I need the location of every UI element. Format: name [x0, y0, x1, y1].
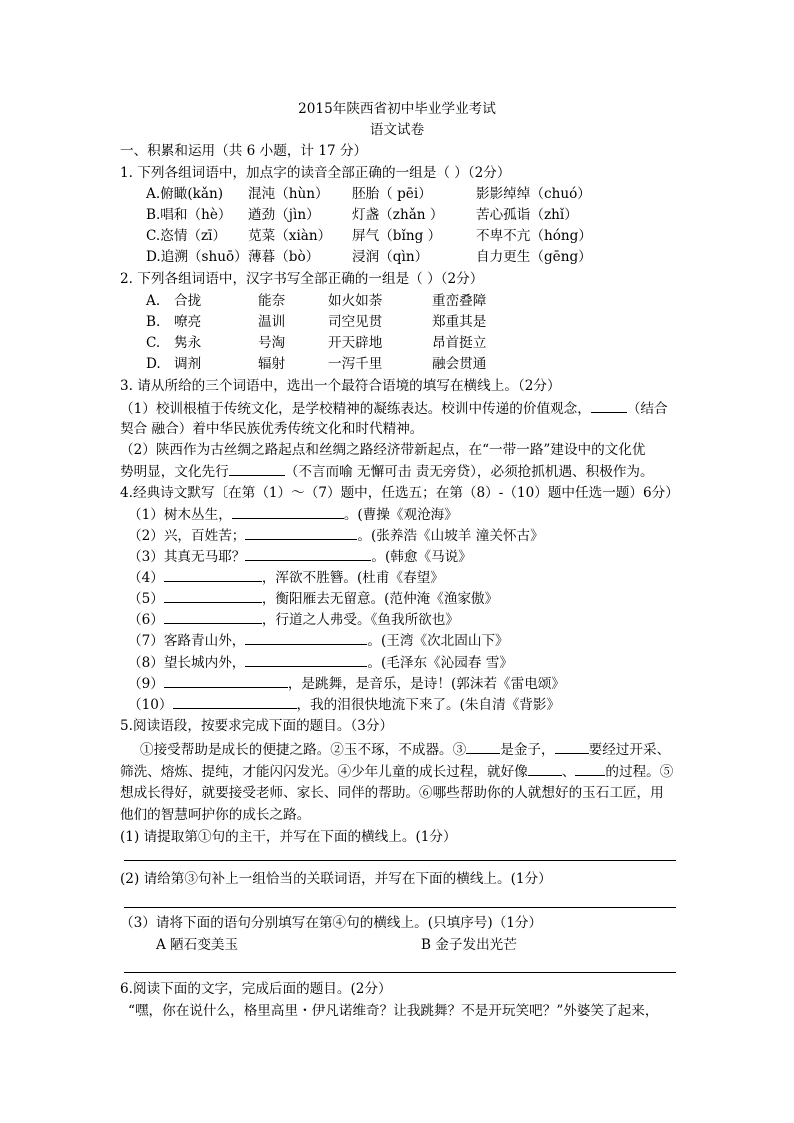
q2-cell: 号淘 [258, 335, 286, 351]
q5-text: 筛洗、熔炼、提纯，才能闪闪发光。④少年儿童的成长过程，就好像 [120, 764, 528, 780]
q2-cell: 开天辟地 [328, 335, 383, 351]
q4-prefix: （5） [128, 591, 164, 607]
q5-text: 、 [561, 764, 576, 780]
q4-suffix: ，行道之人弗受。《鱼我所欲也》 [261, 612, 459, 628]
q3-stem: 3. 请从所给的三个词语中，选出一个最符合语境的填写在横线上。（2分） [120, 378, 561, 394]
q1-cell: 胚胎（ pēi） [352, 186, 432, 202]
q3-blank-2[interactable] [229, 462, 285, 476]
q3-text: 势明显，文化先行 [120, 464, 229, 480]
q2-cell: C. [146, 335, 161, 351]
q3-part1-line1 [120, 399, 668, 418]
q4-suffix: ，我的泪很快地流下来了。(朱自清《背影》 [296, 697, 561, 713]
q5-stem: 5.阅读语段，按要求完成下面的题目。（3分） [120, 718, 394, 734]
q5-text: 是金子， [500, 742, 555, 758]
q4-item-5 [128, 589, 498, 608]
q2-cell: 温训 [258, 314, 286, 330]
exam-title: 2015年陕西省初中毕业学业考试 [298, 101, 496, 117]
q4-blank[interactable] [245, 547, 371, 561]
q5-answer-line-2[interactable] [124, 907, 676, 908]
q4-prefix: （9） [128, 676, 164, 692]
q4-item-8 [128, 653, 513, 672]
q4-item-7 [128, 631, 509, 650]
q1-stem: 1. 下列各组词语中，加点字的读音全部正确的一组是（ ）（2分） [120, 165, 511, 181]
q2-cell: B. [146, 314, 161, 330]
q1-cell: 薄暮（bò） [248, 249, 320, 265]
q5-blank[interactable] [575, 762, 605, 776]
q4-item-2 [128, 526, 544, 545]
q2-cell: 辐射 [258, 356, 286, 372]
q5-sub2: (2) 请给第③句补上一组恰当的关联词语，并写在下面的横线上。(1分） [120, 871, 552, 887]
q1-cell: 自力更生（gēng） [476, 249, 592, 265]
q2-cell: 能奈 [258, 293, 286, 309]
q1-cell: 苦心孤诣（zhǐ） [476, 207, 578, 223]
q1-row-d [146, 248, 592, 266]
q3-part2-line1: （2）陕西作为古丝绸之路起点和丝绸之路经济带新起点，在“一带一路”建设中的文化优 [120, 442, 646, 458]
q2-stem: 2. 下列各组词语中，汉字书写全部正确的一组是（ ）（2分） [120, 271, 484, 287]
q3-part1-line2: 契合 融合）着中华民族优秀传统文化和时代精神。 [120, 421, 424, 437]
q2-cell: 重峦叠障 [432, 293, 487, 309]
q2-cell: 合拢 [174, 293, 202, 309]
q4-suffix: 。(王湾《次北固山下》 [367, 633, 509, 649]
q5-text: 的过程。⑤ [605, 764, 674, 780]
q2-cell: 司空见贯 [328, 314, 383, 330]
q2-cell: A. [146, 293, 161, 309]
q2-row-d [146, 355, 486, 373]
q3-part2-line2 [120, 462, 654, 481]
q6-passage-line1: “嘿，你在说什么，格里高里・伊凡诺维奇？让我跳舞？不是开玩笑吧？”外婆笑了起来， [128, 1003, 659, 1019]
q5-option-b: B 金子发出光芒 [421, 937, 517, 953]
q4-prefix: （7）客路青山外， [128, 633, 246, 649]
q5-text: 要经过开采、 [588, 742, 671, 758]
q2-cell: 郑重其是 [432, 314, 487, 330]
q2-cell: 如火如荼 [328, 293, 383, 309]
q5-blank[interactable] [528, 762, 562, 776]
q5-answer-line-1[interactable] [124, 860, 676, 861]
q4-blank[interactable] [173, 695, 297, 709]
q1-cell: B.唱和（hè） [146, 207, 232, 223]
q6-stem: 6.阅读下面的文字，完成后面的题目。(2分） [120, 981, 392, 997]
q4-prefix: （10） [128, 697, 173, 713]
q1-cell: 遒劲（jìn） [248, 207, 320, 223]
q2-cell: 融会贯通 [432, 356, 487, 372]
q1-cell: 屏气（bǐng ） [352, 228, 442, 244]
q4-suffix: 。(韩愈《马说》 [371, 549, 472, 565]
q5-blank[interactable] [555, 740, 589, 754]
q3-text: （不言而喻 无懈可击 责无旁贷），必须抢抓机遇、积极作为。 [284, 464, 654, 480]
q4-prefix: （2）兴，百姓苦； [128, 528, 246, 544]
q4-prefix: （3）其真无马耶？ [128, 549, 246, 565]
q4-stem: 4.经典诗文默写〔在第（1）～（7）题中，任选五；在第（8）-（10）题中任选一题）6分） [120, 485, 679, 501]
q3-text: （1）校训根植于传统文化，是学校精神的凝练表达。校训中传递的价值观念， [120, 401, 591, 417]
q2-cell: 一泻千里 [328, 356, 383, 372]
q5-sub3: （3）请将下面的语句分别填写在第④句的横线上。(只填序号)（1分） [120, 915, 543, 931]
q4-suffix: ，衡阳雁去无留意。(范仲淹《渔家傲》 [261, 591, 499, 607]
q1-row-a [146, 185, 591, 203]
q4-suffix: 。(曹操《观沧海》 [343, 507, 458, 523]
q4-item-6 [128, 610, 459, 629]
q4-blank[interactable] [245, 653, 367, 667]
q5-passage-line2 [120, 762, 673, 781]
q4-prefix: （4） [128, 570, 164, 586]
q1-cell: C.恣情（zī） [146, 228, 227, 244]
q2-row-b [146, 313, 486, 331]
q5-blank[interactable] [466, 740, 500, 754]
q2-cell: 隽永 [174, 335, 202, 351]
q1-cell: 不卑不亢（hóng） [476, 228, 592, 244]
q4-blank[interactable] [164, 674, 288, 688]
q4-blank[interactable] [164, 589, 262, 603]
q2-row-c [146, 334, 486, 352]
q1-row-b [146, 206, 578, 224]
q2-cell: 嘹亮 [174, 314, 202, 330]
q5-answer-line-3[interactable] [124, 972, 676, 973]
q5-text: ①接受帮助是成长的便捷之路。②玉不琢，不成器。③ [140, 742, 467, 758]
q1-cell: 浸润（qìn） [352, 249, 429, 265]
section-heading: 一、积累和运用（共 6 小题，计 17 分） [120, 143, 368, 159]
q4-suffix: ，浑欲不胜簪。(杜甫《春望》 [261, 570, 444, 586]
q1-cell: D.追溯（shuō） [146, 249, 248, 265]
q4-prefix: （8）望长城内外， [128, 655, 246, 671]
q2-cell: 调剂 [174, 356, 202, 372]
q5-sub1: (1) 请提取第①句的主干，并写在下面的横线上。(1分） [120, 829, 457, 845]
q1-cell: A.俯瞰(kǎn) [146, 186, 224, 202]
q3-blank-1[interactable] [591, 399, 627, 413]
q2-cell: 昂首挺立 [432, 335, 487, 351]
q1-cell: 混沌（hùn） [248, 186, 329, 202]
q4-item-10 [128, 695, 560, 714]
q5-passage-line1 [140, 740, 670, 759]
q2-row-a [146, 292, 486, 310]
q1-cell: 灯盏（zhǎn ） [352, 207, 444, 223]
q4-item-3 [128, 547, 472, 566]
q4-prefix: （6） [128, 612, 164, 628]
q4-blank[interactable] [164, 610, 262, 624]
q2-cell: D. [146, 356, 161, 372]
q5-option-a: A 陋石变美玉 [156, 937, 239, 953]
q4-blank[interactable] [245, 631, 367, 645]
q1-cell: 影影绰绰（chuó） [476, 186, 591, 202]
q4-prefix: （1）树木丛生， [128, 507, 232, 523]
q4-item-1 [128, 505, 458, 524]
q5-passage-line3: 想成长得好，就要接受老师、家长、同伴的帮助。⑥哪些帮助你的人就想好的玉石工匠，用 [120, 785, 664, 801]
exam-subtitle: 语文试卷 [369, 122, 425, 138]
q4-item-4 [128, 568, 444, 587]
q1-row-c [146, 227, 592, 245]
q4-suffix: 。(张养浩《山坡羊 潼关怀古》 [357, 528, 544, 544]
q4-suffix: 。(毛泽东《沁园春 雪》 [367, 655, 513, 671]
q4-suffix: ，是跳舞，是音乐，是诗！(郭沫若《雷电颂》 [287, 676, 566, 692]
q4-blank[interactable] [164, 568, 262, 582]
q3-text: （结合 [626, 401, 668, 417]
q1-cell: 苋菜（xiàn） [248, 228, 332, 244]
q4-item-9 [128, 674, 565, 693]
q4-blank[interactable] [232, 505, 344, 519]
q5-passage-line4: 他们的智慧呵护你的成长之路。 [120, 807, 311, 823]
q4-blank[interactable] [245, 526, 357, 540]
